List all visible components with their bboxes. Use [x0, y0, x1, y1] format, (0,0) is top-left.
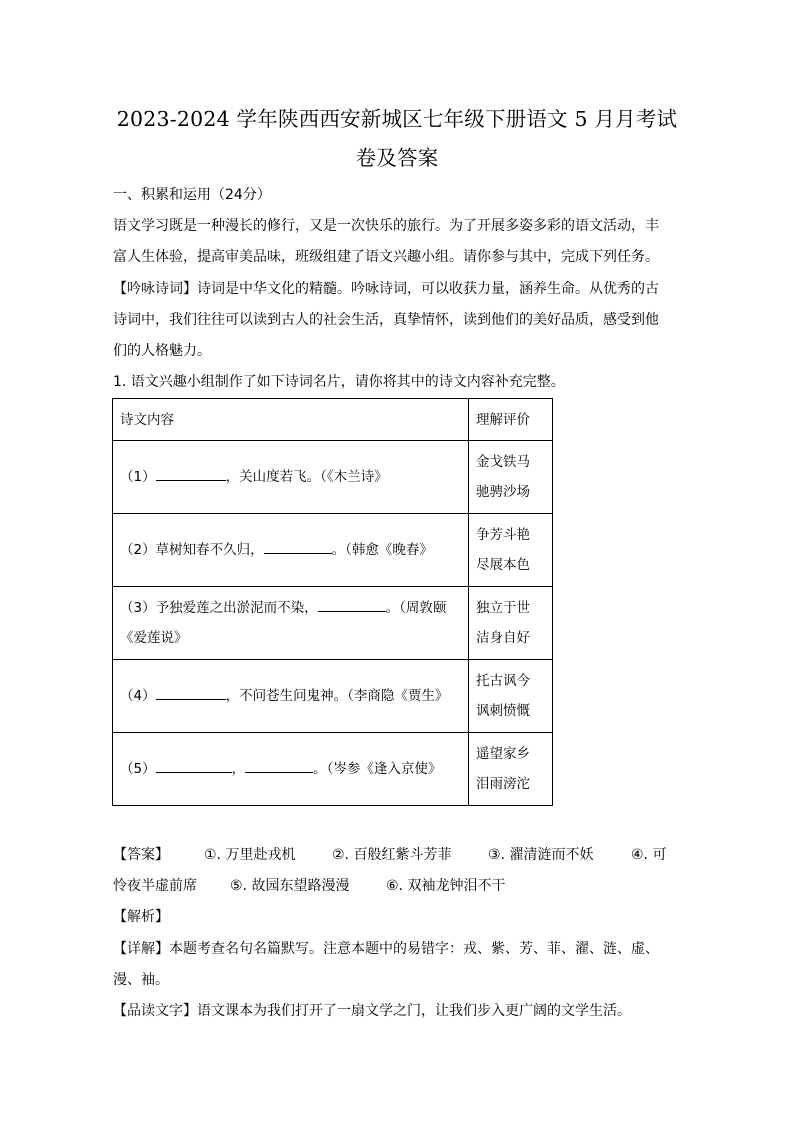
fill-blank[interactable]	[264, 538, 332, 554]
poem-source-cont: 《爱莲说》	[120, 630, 188, 646]
evaluation-line: 尽展本色	[476, 557, 530, 573]
evaluation-line: 争芳斗艳	[476, 527, 530, 543]
poem-source: （韩愈《晚春》	[345, 542, 433, 558]
evaluation-line: 洁身自好	[476, 630, 530, 646]
poem-text-mid: 。	[331, 542, 346, 558]
poem-cell	[113, 733, 469, 806]
detail-line-1: 【详解】本题考查名句名篇默写。注意本题中的易错字：戎、紫、芳、菲、濯、涟、虚、	[113, 941, 659, 957]
answer-item-cont: 怜夜半虚前席	[113, 878, 197, 894]
fill-blank[interactable]	[156, 684, 226, 700]
poem-text-mid: 。	[385, 600, 400, 616]
evaluation-line: 驰骋沙场	[476, 484, 530, 500]
poem-text-mid: ，关山度若飞。	[225, 469, 321, 485]
fill-blank[interactable]	[245, 757, 313, 773]
header-poem-content: 诗文内容	[113, 399, 469, 441]
poem-table	[112, 398, 553, 806]
table-row	[113, 587, 553, 660]
table-row	[113, 733, 553, 806]
reading-line: 【品读文字】语文课本为我们打开了一扇文学之门，让我们步入更广阔的文学生活。	[113, 1003, 631, 1019]
poem-cell	[113, 441, 469, 514]
task-line-2: 诗词中，我们往往可以读到古人的社会生活，真挚情怀，读到他们的美好品质，感受到他	[113, 312, 659, 328]
poem-source: （周敦颐	[399, 600, 447, 616]
answer-line-1	[113, 845, 681, 865]
evaluation-cell	[469, 587, 553, 660]
answer-item: ⑥. 双袖龙钟泪不干	[386, 878, 506, 894]
answer-item: ③. 濯清涟而不妖	[488, 847, 594, 863]
header-evaluation: 理解评价	[469, 399, 553, 441]
table-row	[113, 660, 553, 733]
poem-source: （岑参《逢入京使》	[326, 761, 442, 777]
poem-text-pre: （4）	[120, 688, 156, 704]
answer-item: ⑤. 故园东望路漫漫	[230, 878, 350, 894]
evaluation-line: 独立于世	[476, 600, 530, 616]
question-1: 1. 语文兴趣小组制作了如下诗词名片，请你将其中的诗文内容补充完整。	[113, 374, 565, 390]
table-header-row	[113, 399, 553, 441]
evaluation-line: 遥望家乡	[476, 746, 530, 762]
fill-blank[interactable]	[318, 596, 386, 612]
table-row	[113, 441, 553, 514]
evaluation-cell	[469, 733, 553, 806]
fill-blank[interactable]	[156, 465, 226, 481]
poem-text-pre: （3）予独爱莲之出淤泥而不染，	[120, 600, 318, 616]
poem-cell	[113, 514, 469, 587]
evaluation-line: 讽刺愤慨	[476, 703, 530, 719]
intro-line-2: 富人生体验，提高审美品味，班级组建了语文兴趣小组。请你参与其中，完成下列任务。	[113, 249, 659, 265]
poem-text-mid: ，	[231, 761, 246, 777]
evaluation-line: 泪雨滂沱	[476, 776, 530, 792]
answer-item: ②. 百般红紫斗芳菲	[332, 847, 452, 863]
section-heading: 一、积累和运用（24分）	[113, 187, 271, 203]
poem-text-pre: （1）	[120, 469, 156, 485]
poem-text-mid2: 。	[313, 761, 327, 777]
task-line-1: 【吟咏诗词】诗词是中华文化的精髓。吟咏诗词，可以收获力量，涵养生命。从优秀的古	[113, 281, 659, 297]
poem-source: （《木兰诗》	[320, 469, 388, 485]
table-row	[113, 514, 553, 587]
answer-line-2	[113, 876, 681, 896]
detail-line-2: 漫、袖。	[113, 972, 169, 988]
evaluation-cell	[469, 514, 553, 587]
poem-text-mid: ，不问苍生问鬼神。	[225, 688, 348, 704]
evaluation-cell	[469, 660, 553, 733]
intro-line-1: 语文学习既是一种漫长的修行，又是一次快乐的旅行。为了开展多姿多彩的语文活动，丰	[113, 218, 659, 234]
fill-blank[interactable]	[156, 757, 232, 773]
poem-text-pre: （2）草树知春不久归，	[120, 542, 264, 558]
evaluation-line: 金戈铁马	[476, 454, 530, 470]
analysis-label: 【解析】	[113, 909, 169, 925]
document-title-line1: 2023-2024 学年陕西西安新城区七年级下册语文 5 月月考试	[116, 107, 678, 131]
document-title-line2: 卷及答案	[355, 146, 439, 170]
poem-source: （李商隐《贾生》	[347, 688, 449, 704]
poem-cell	[113, 587, 469, 660]
poem-text-pre: （5）	[120, 761, 156, 777]
evaluation-cell	[469, 441, 553, 514]
answer-item: ④. 可	[631, 847, 667, 863]
answer-item: ①. 万里赴戎机	[204, 847, 296, 863]
evaluation-line: 托古讽今	[476, 673, 530, 689]
answer-label: 【答案】	[113, 847, 169, 863]
task-line-3: 们的人格魅力。	[113, 343, 211, 359]
poem-cell	[113, 660, 469, 733]
